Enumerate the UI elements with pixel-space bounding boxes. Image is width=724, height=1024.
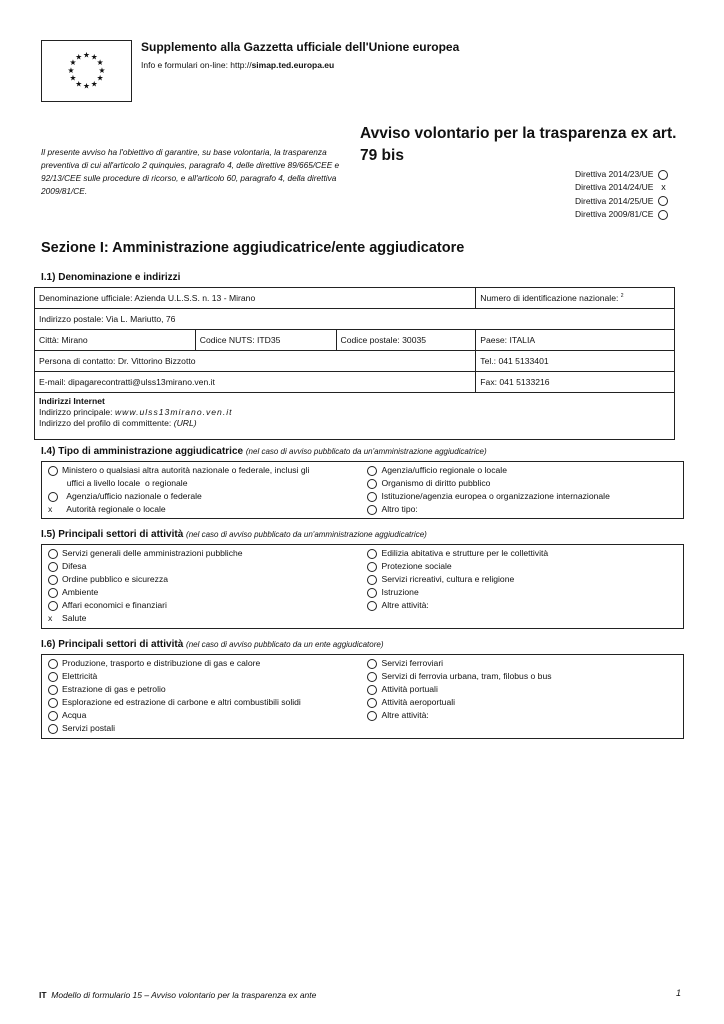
option-item[interactable] [48, 573, 367, 586]
buyer-profile-url: (URL) [173, 418, 197, 428]
fax: Fax: 041 5133216 [476, 372, 675, 393]
option-item[interactable] [367, 586, 677, 599]
buyer-profile [39, 418, 670, 429]
directive-row[interactable] [575, 195, 668, 208]
option-label: Elettricità [62, 671, 98, 681]
radio-icon[interactable] [48, 588, 58, 598]
option-label: Altre attività: [381, 710, 429, 720]
svg-text:★: ★ [96, 73, 104, 83]
option-item[interactable] [367, 503, 677, 516]
intro-text: Il presente avviso ha l'obiettivo di garantire, su base volontaria, la trasparenza preventiva di cui all'articolo 2 quinquies, paragrafo 4, delle direttive 89/665/CEE e 92/13/CEE sulle procedure di ricorso, e all'articolo 60, paragrafo 4, della direttiva 2009/81/CE. [41, 147, 340, 196]
table-row [35, 372, 675, 393]
simap-link[interactable]: simap.ted.europa.eu [251, 60, 335, 70]
nuts-code: Codice NUTS: ITD35 [195, 330, 336, 351]
option-item[interactable] [48, 657, 367, 670]
notice-title: Avviso volontario per la trasparenza ex art. 79 bis [360, 125, 677, 164]
page-number: 1 [676, 988, 682, 998]
option-label: Salute [62, 613, 87, 623]
option-label: Altre attività: [381, 600, 429, 610]
option-item[interactable] [48, 464, 367, 477]
svg-text:★: ★ [69, 73, 77, 83]
option-label: Ordine pubblico e sicurezza [62, 574, 169, 584]
official-name: Denominazione ufficiale: Azienda U.L.S.S. n. 13 - Mirano [35, 288, 476, 309]
option-label: Produzione, trasporto e distribuzione di gas e calore [62, 658, 261, 668]
option-item[interactable] [48, 722, 367, 735]
option-item[interactable] [367, 696, 677, 709]
radio-icon[interactable] [367, 505, 377, 515]
option-item[interactable] [367, 573, 677, 586]
option-item[interactable] [48, 503, 367, 516]
radio-icon[interactable] [48, 466, 58, 476]
i6-options-box [41, 654, 684, 739]
radio-icon[interactable] [48, 698, 58, 708]
email: E-mail: dipagarecontratti@ulss13mirano.ven.it [35, 372, 476, 393]
option-item[interactable] [367, 464, 677, 477]
radio-icon[interactable] [367, 659, 377, 669]
radio-icon[interactable] [658, 196, 668, 206]
i6-note: (nel caso di avviso pubblicato da un ente aggiudicatore) [186, 640, 384, 649]
radio-icon[interactable] [367, 562, 377, 572]
radio-icon[interactable] [48, 549, 58, 559]
i1-title: I.1) Denominazione e indirizzi [41, 272, 181, 283]
option-item[interactable] [48, 683, 367, 696]
option-item[interactable] [48, 670, 367, 683]
option-label: Organismo di diritto pubblico [381, 478, 491, 488]
eu-stars-icon [42, 41, 131, 101]
internet-addresses [35, 393, 675, 440]
radio-icon[interactable] [367, 601, 377, 611]
radio-icon[interactable] [658, 170, 668, 180]
option-item[interactable] [367, 547, 677, 560]
option-label: Servizi postali [62, 723, 116, 733]
telephone: Tel.: 041 5133401 [476, 351, 675, 372]
national-id [476, 288, 675, 309]
option-label: Affari economici e finanziari [62, 600, 167, 610]
internet-title: Indirizzi Internet [39, 396, 105, 406]
contact-table [34, 287, 675, 440]
eu-flag-logo [41, 40, 132, 102]
national-id-label: Numero di identificazione nazionale: [480, 293, 619, 303]
i5-note: (nel caso di avviso pubblicato da un'amministrazione aggiudicatrice) [186, 530, 427, 539]
postal-address: Indirizzo postale: Via L. Mariutto, 76 [35, 309, 675, 330]
option-label: Esplorazione ed estrazione di carbone e altri combustibili solidi [62, 697, 301, 707]
postal-code: Codice postale: 30035 [336, 330, 476, 351]
directive-row[interactable] [575, 181, 668, 194]
i4-title [41, 446, 487, 457]
directive-label: Direttiva 2014/25/UE [575, 195, 654, 206]
contact-person: Persona di contatto: Dr. Vittorino Bizzotto [35, 351, 476, 372]
option-item[interactable] [367, 490, 677, 503]
svg-text:★: ★ [75, 79, 83, 89]
radio-icon[interactable] [48, 575, 58, 585]
radio-icon[interactable] [367, 575, 377, 585]
radio-icon[interactable] [367, 492, 377, 502]
svg-text:★: ★ [90, 52, 98, 62]
footer [39, 990, 316, 1000]
i5-title [41, 529, 427, 540]
radio-icon[interactable] [367, 479, 377, 489]
checked-x-icon[interactable]: x [48, 504, 53, 514]
main-address [39, 407, 670, 418]
option-label: uffici a livello locale o regionale [62, 478, 188, 488]
table-row [35, 393, 675, 440]
checked-x-icon[interactable]: x [661, 182, 666, 193]
i5-heading: I.5) Principali settori di attività [41, 529, 184, 540]
i6-heading: I.6) Principali settori di attività [41, 639, 184, 650]
option-item[interactable] [48, 612, 367, 625]
option-item [48, 477, 367, 490]
main-address-url[interactable]: www.ulss13mirano.ven.it [114, 407, 233, 417]
radio-icon[interactable] [658, 210, 668, 220]
svg-text:★: ★ [90, 79, 98, 89]
subtitle-prefix: Info e formulari on-line: http:// [141, 60, 252, 70]
table-row [35, 330, 675, 351]
gazette-title: Supplemento alla Gazzetta ufficiale dell'Unione europea [141, 40, 460, 54]
city: Città: Mirano [35, 330, 196, 351]
i4-options-box [41, 461, 684, 519]
i4-heading: I.4) Tipo di amministrazione aggiudicatrice [41, 446, 244, 457]
svg-text:★: ★ [83, 50, 90, 60]
option-label: Altro tipo: [381, 504, 418, 514]
option-item[interactable] [367, 477, 677, 490]
option-item[interactable] [367, 670, 677, 683]
svg-text:★: ★ [69, 58, 77, 68]
directive-label: Direttiva 2014/23/UE [575, 169, 654, 179]
option-label: Protezione sociale [381, 561, 452, 571]
radio-icon[interactable] [48, 672, 58, 682]
radio-icon[interactable] [48, 685, 58, 695]
country: Paese: ITALIA [476, 330, 675, 351]
i4-note: (nel caso di avviso pubblicato da un'amministrazione aggiudicatrice) [245, 447, 487, 456]
svg-text:★: ★ [83, 81, 90, 91]
option-item[interactable] [367, 709, 677, 722]
option-label: Estrazione di gas e petrolio [62, 684, 166, 694]
radio-icon[interactable] [48, 659, 58, 669]
svg-text:★: ★ [67, 65, 75, 75]
option-label: Servizi ferroviari [381, 658, 444, 668]
radio-icon[interactable] [367, 588, 377, 598]
footnote-ref: 2 [620, 293, 624, 300]
svg-text:★: ★ [98, 65, 106, 75]
checked-x-icon[interactable]: x [48, 613, 53, 623]
section-title: Sezione I: Amministrazione aggiudicatrice/ente aggiudicatore [41, 240, 465, 256]
radio-icon[interactable] [367, 698, 377, 708]
option-item[interactable] [48, 547, 367, 560]
footer-text: Modello di formulario 15 – Avviso volontario per la trasparenza ex ante [51, 990, 317, 1000]
table-row [35, 351, 675, 372]
option-label: Ambiente [62, 587, 99, 597]
option-item[interactable] [48, 490, 367, 503]
svg-text:★: ★ [96, 58, 104, 68]
option-label: Istituzione/agenzia europea o organizzazione internazionale [381, 491, 610, 501]
radio-icon[interactable] [48, 562, 58, 572]
directive-row[interactable] [575, 168, 668, 181]
option-item[interactable] [367, 599, 677, 612]
option-label: Servizi generali delle amministrazioni pubbliche [62, 548, 243, 558]
option-item[interactable] [367, 683, 677, 696]
option-item[interactable] [48, 709, 367, 722]
table-row [35, 309, 675, 330]
gazette-subtitle [141, 60, 334, 70]
option-item[interactable] [367, 560, 677, 573]
radio-icon[interactable] [367, 672, 377, 682]
directive-label: Direttiva 2009/81/CE [575, 208, 654, 219]
directive-row[interactable] [575, 208, 668, 221]
radio-icon[interactable] [48, 724, 58, 734]
main-address-label: Indirizzo principale: [39, 407, 115, 417]
option-label: Servizi ricreativi, cultura e religione [381, 574, 515, 584]
buyer-profile-label: Indirizzo del profilo di committente: [39, 418, 174, 428]
option-label: Edilizia abitativa e strutture per le collettività [381, 548, 549, 558]
option-label: Ministero o qualsiasi altra autorità nazionale o federale, inclusi gli [62, 465, 310, 475]
i5-options-box [41, 544, 684, 629]
radio-icon[interactable] [48, 492, 58, 502]
option-label: Difesa [62, 561, 87, 571]
radio-icon[interactable] [48, 711, 58, 721]
footer-lang: IT [39, 990, 47, 1000]
option-label: Istruzione [381, 587, 419, 597]
radio-icon[interactable] [367, 549, 377, 559]
option-label: Autorità regionale o locale [62, 504, 166, 514]
option-item[interactable] [48, 560, 367, 573]
option-label: Attività portuali [381, 684, 438, 694]
option-item[interactable] [48, 599, 367, 612]
option-label: Servizi di ferrovia urbana, tram, filobus o bus [381, 671, 552, 681]
option-item[interactable] [367, 657, 677, 670]
i6-title [41, 639, 384, 650]
radio-icon[interactable] [367, 711, 377, 721]
option-label: Acqua [62, 710, 87, 720]
table-row [35, 288, 675, 309]
option-label: Agenzia/ufficio nazionale o federale [62, 491, 202, 501]
svg-text:★: ★ [75, 52, 83, 62]
radio-icon[interactable] [48, 601, 58, 611]
option-label: Attività aeroportuali [381, 697, 456, 707]
directive-label: Direttiva 2014/24/UE [575, 182, 654, 193]
option-label: Agenzia/ufficio regionale o locale [381, 465, 507, 475]
radio-icon[interactable] [367, 466, 377, 476]
radio-icon[interactable] [367, 685, 377, 695]
directive-list [575, 168, 668, 221]
option-item[interactable] [48, 696, 367, 709]
option-item[interactable] [48, 586, 367, 599]
